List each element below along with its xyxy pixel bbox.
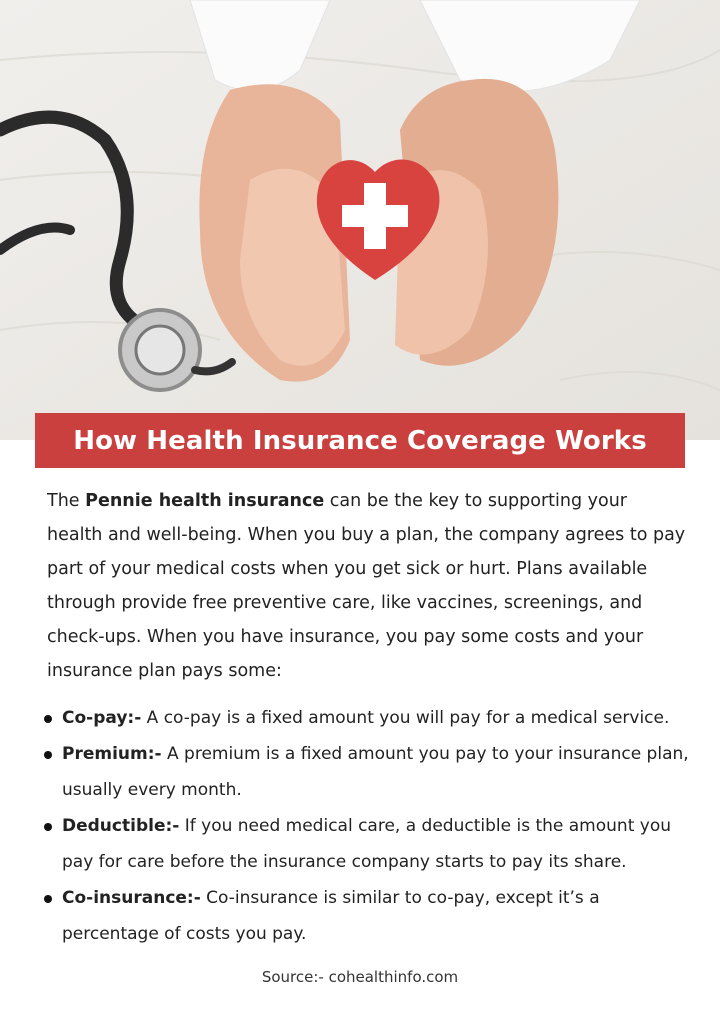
intro-highlight: Pennie health insurance bbox=[85, 491, 325, 511]
hero-image bbox=[0, 0, 720, 440]
bullet-icon bbox=[44, 895, 52, 903]
term-label: Co-pay:- bbox=[62, 708, 142, 728]
list-item-premium bbox=[40, 736, 700, 808]
intro-paragraph bbox=[47, 484, 687, 688]
list-item-coinsurance bbox=[40, 880, 700, 952]
list-item-copay bbox=[40, 700, 700, 736]
term-definition: If you need medical care, a deductible is the amount you pay for care before the insurance company starts to pay its share. bbox=[62, 816, 671, 872]
bullet-icon bbox=[44, 751, 52, 759]
term-label: Co-insurance:- bbox=[62, 888, 201, 908]
intro-lead: The bbox=[47, 491, 86, 511]
term-label: Deductible:- bbox=[62, 816, 180, 836]
bullet-icon bbox=[44, 823, 52, 831]
terms-list bbox=[40, 700, 700, 952]
intro-rest: can be the key to supporting your health and well-being. When you buy a plan, the company agrees to pay part of your medical costs when you get sick or hurt. Plans available through provide free preventive care, like vaccines, screenings, and check-ups. When you have insurance, you pay some costs and your insurance plan pays some: bbox=[47, 491, 686, 681]
list-item-deductible bbox=[40, 808, 700, 880]
source-credit: Source:- cohealthinfo.com bbox=[261, 968, 459, 986]
term-definition: A co-pay is a fixed amount you will pay for a medical service. bbox=[141, 708, 670, 728]
hands-heart-illustration bbox=[0, 0, 720, 440]
title-banner bbox=[35, 413, 685, 468]
term-label: Premium:- bbox=[62, 744, 162, 764]
term-definition: A premium is a fixed amount you pay to your insurance plan, usually every month. bbox=[62, 744, 689, 800]
bullet-icon bbox=[44, 715, 52, 723]
term-definition: Co-insurance is similar to co-pay, except it’s a percentage of costs you pay. bbox=[62, 888, 600, 944]
page-title: How Health Insurance Coverage Works bbox=[73, 425, 647, 456]
